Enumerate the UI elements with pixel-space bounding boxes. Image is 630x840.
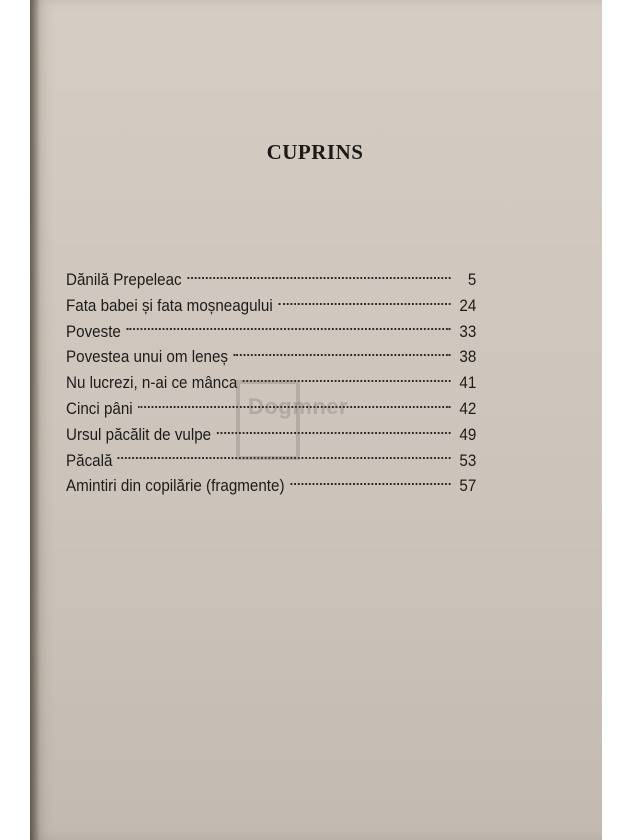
toc-entry-page: 42 [459,399,477,418]
toc-entry [66,320,476,346]
toc-entry [66,268,476,294]
toc-entry-page: 5 [467,271,477,289]
toc-entry-page: 53 [459,451,477,470]
toc-entry-page: 33 [459,322,477,341]
toc-entry-title: Amintiri din copilărie (fragmente) [66,477,285,496]
page-title: CUPRINS [266,140,364,164]
toc-entry-title: Povestea unui om leneș [66,348,229,367]
toc-entry-page: 24 [459,296,477,315]
toc-entry-title: Fata babei și fata moșneagului [66,296,273,315]
dot-leader [234,354,451,356]
spine-shadow [30,0,40,840]
toc-entry-title: Poveste [66,322,121,341]
dot-leader [126,328,450,330]
toc-entry-page: 57 [459,477,477,496]
toc-entry [66,474,476,500]
toc-entry [66,294,476,320]
dot-leader [187,277,450,279]
toc-entry-title: Dănilă Prepeleac [66,271,182,289]
toc-entry [66,345,476,371]
dot-leader [290,483,451,485]
watermark-logo [236,380,300,460]
toc-entry-title: Ursul păcălit de vulpe [66,425,212,444]
watermark-text: Dogmner [248,394,349,419]
toc-entry-page: 38 [459,348,477,367]
toc-entry-title: Păcală [66,451,113,470]
dot-leader [278,303,450,305]
toc-entry-title: Cinci pâni [66,399,133,418]
toc-entry-page: 41 [459,374,477,393]
toc-entry-title: Nu lucrezi, n-ai ce mânca [66,374,238,393]
toc-entry-page: 49 [459,425,477,444]
